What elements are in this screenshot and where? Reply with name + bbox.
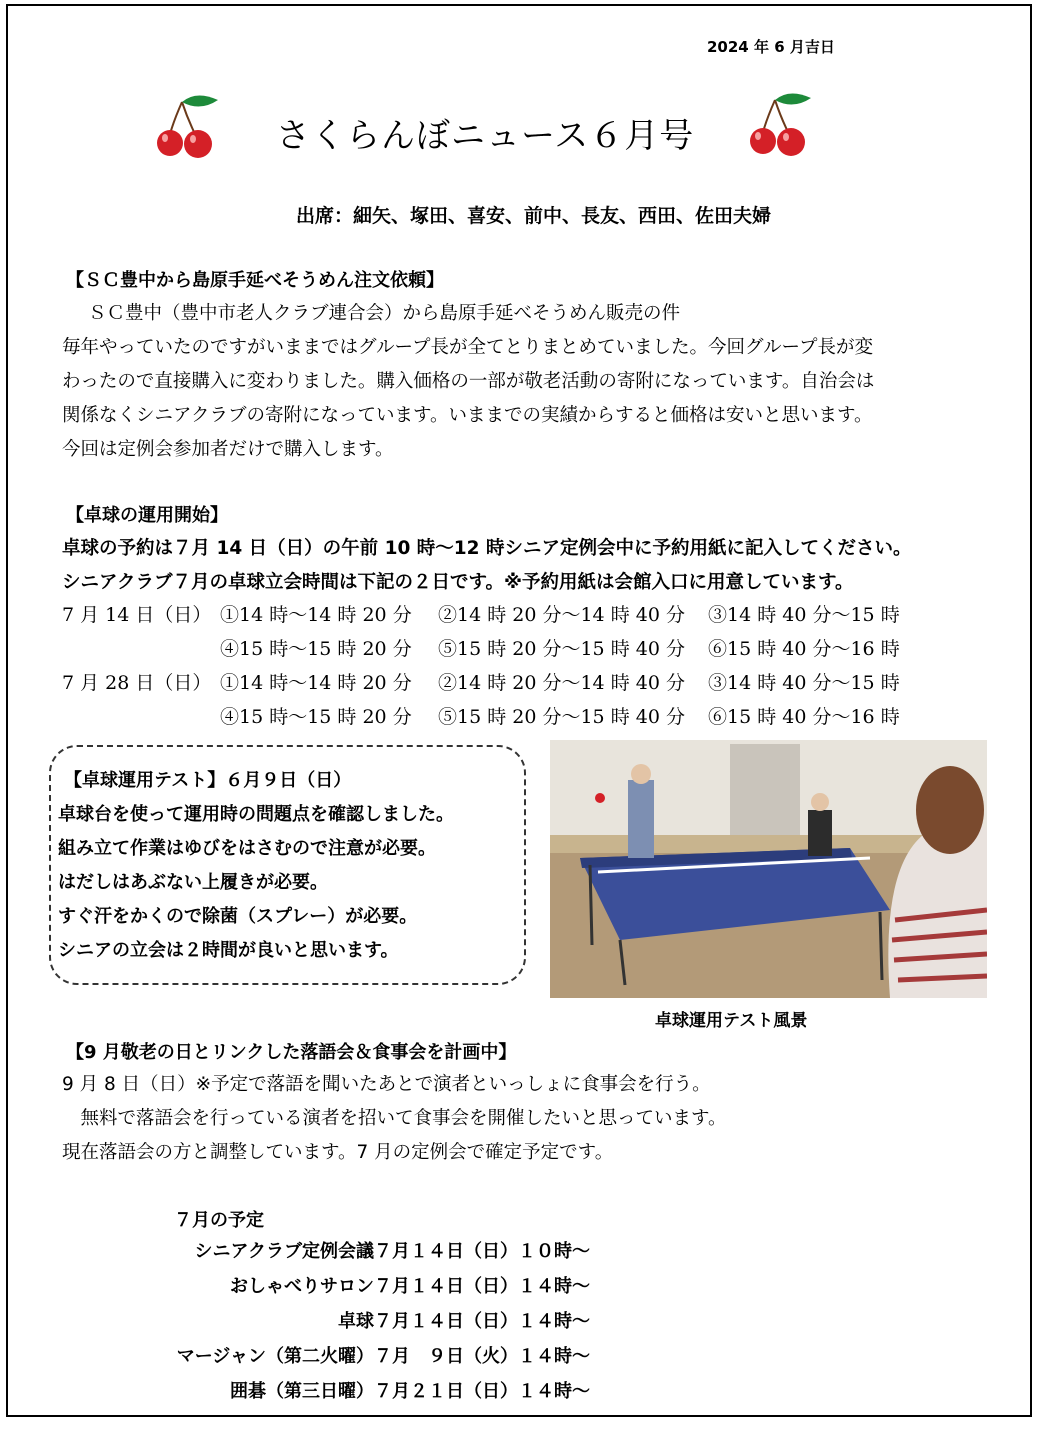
- paragraph-line: ＳＣ豊中（豊中市老人クラブ連合会）から島原手延べそうめん販売の件: [88, 303, 681, 324]
- issue-date: 2024 年 6 月吉日: [707, 38, 835, 56]
- section-heading: 【卓球の運用開始】: [66, 505, 228, 526]
- schedule-slot: ④15 時～15 時 20 分: [220, 638, 412, 660]
- cherry-icon: [152, 92, 222, 162]
- paragraph-line: わったので直接購入に変わりました。購入価格の一部が敬老活動の寄附になっています。自治会は: [62, 371, 875, 392]
- test-note-line: シニアの立会は２時間が良いと思います。: [58, 940, 399, 961]
- plan-item: おしゃべりサロン７月１４日（日）１４時～: [230, 1276, 590, 1297]
- test-note-line: はだしはあぶない上履きが必要。: [58, 872, 328, 893]
- plan-list: [177, 1234, 590, 1409]
- plan-item: 囲碁（第三日曜）７月２１日（日）１４時～: [230, 1381, 590, 1402]
- table-tennis-photo: [550, 740, 987, 998]
- schedule-slot: ⑤15 時 20 分～15 時 40 分: [438, 706, 685, 728]
- schedule-slot: ⑥15 時 40 分～16 時: [708, 706, 900, 728]
- newsletter-title: さくらんぼニュース６月号: [276, 116, 695, 156]
- schedule-slot: ③14 時 40 分～15 時: [708, 672, 900, 694]
- paragraph-line: 関係なくシニアクラブの寄附になっています。いままでの実績からすると価格は安いと思います。: [62, 405, 873, 426]
- test-note-text: [58, 764, 454, 968]
- test-note-line: すぐ汗をかくので除菌（スプレー）が必要。: [58, 906, 418, 927]
- schedule-day: 7 月 14 日（日）: [62, 604, 212, 626]
- plan-item: 卓球７月１４日（日）１４時～: [338, 1311, 590, 1332]
- schedule-slot: ③14 時 40 分～15 時: [708, 604, 900, 626]
- section-heading: 【9 月敬老の日とリンクした落語会＆食事会を計画中】: [66, 1042, 517, 1063]
- paragraph-line: 現在落語会の方と調整しています。7 月の定例会で確定予定です。: [62, 1142, 614, 1163]
- cherry-icon: [745, 90, 815, 160]
- attendance-line: 出席：細矢、塚田、喜安、前中、長友、西田、佐田夫婦: [296, 205, 772, 227]
- plan-item: マージャン（第二火曜）７月 ９日（火）１４時～: [176, 1346, 590, 1367]
- section-heading: 【ＳＣ豊中から島原手延べそうめん注文依頼】: [66, 270, 444, 291]
- schedule-slot: ②14 時 20 分～14 時 40 分: [438, 672, 685, 694]
- schedule-day: 7 月 28 日（日）: [62, 672, 212, 694]
- schedule-slot: ①14 時～14 時 20 分: [220, 604, 412, 626]
- paragraph-line: 毎年やっていたのですがいままではグループ長が全てとりまとめていました。今回グループ長が変: [62, 337, 874, 358]
- schedule-slot: ⑥15 時 40 分～16 時: [708, 638, 900, 660]
- plan-heading: ７月の予定: [174, 1210, 264, 1231]
- paragraph-line: 9 月 8 日（日）※予定で落語を聞いたあとで演者といっしょに食事会を行う。: [62, 1074, 711, 1095]
- plan-item: シニアクラブ定例会議７月１４日（日）１０時～: [194, 1241, 590, 1262]
- test-note-line: 【卓球運用テスト】６月９日（日）: [64, 770, 352, 791]
- paragraph-line: 今回は定例会参加者だけで購入します。: [62, 439, 394, 460]
- schedule-slot: ④15 時～15 時 20 分: [220, 706, 412, 728]
- bold-line: シニアクラブ７月の卓球立会時間は下記の２日です。※予約用紙は会館入口に用意しています。: [62, 572, 854, 593]
- test-note-line: 卓球台を使って運用時の問題点を確認しました。: [58, 804, 454, 825]
- schedule-slot: ⑤15 時 20 分～15 時 40 分: [438, 638, 685, 660]
- paragraph-line: 無料で落語会を行っている演者を招いて食事会を開催したいと思っています。: [62, 1108, 727, 1129]
- bold-line: 卓球の予約は７月 14 日（日）の午前 10 時～12 時シニア定例会中に予約用紙に記入してください。: [62, 538, 912, 559]
- test-note-line: 組み立て作業はゆびをはさむので注意が必要。: [58, 838, 436, 859]
- schedule-slot: ①14 時～14 時 20 分: [220, 672, 412, 694]
- schedule-slot: ②14 時 20 分～14 時 40 分: [438, 604, 685, 626]
- photo-caption: 卓球運用テスト風景: [655, 1011, 808, 1031]
